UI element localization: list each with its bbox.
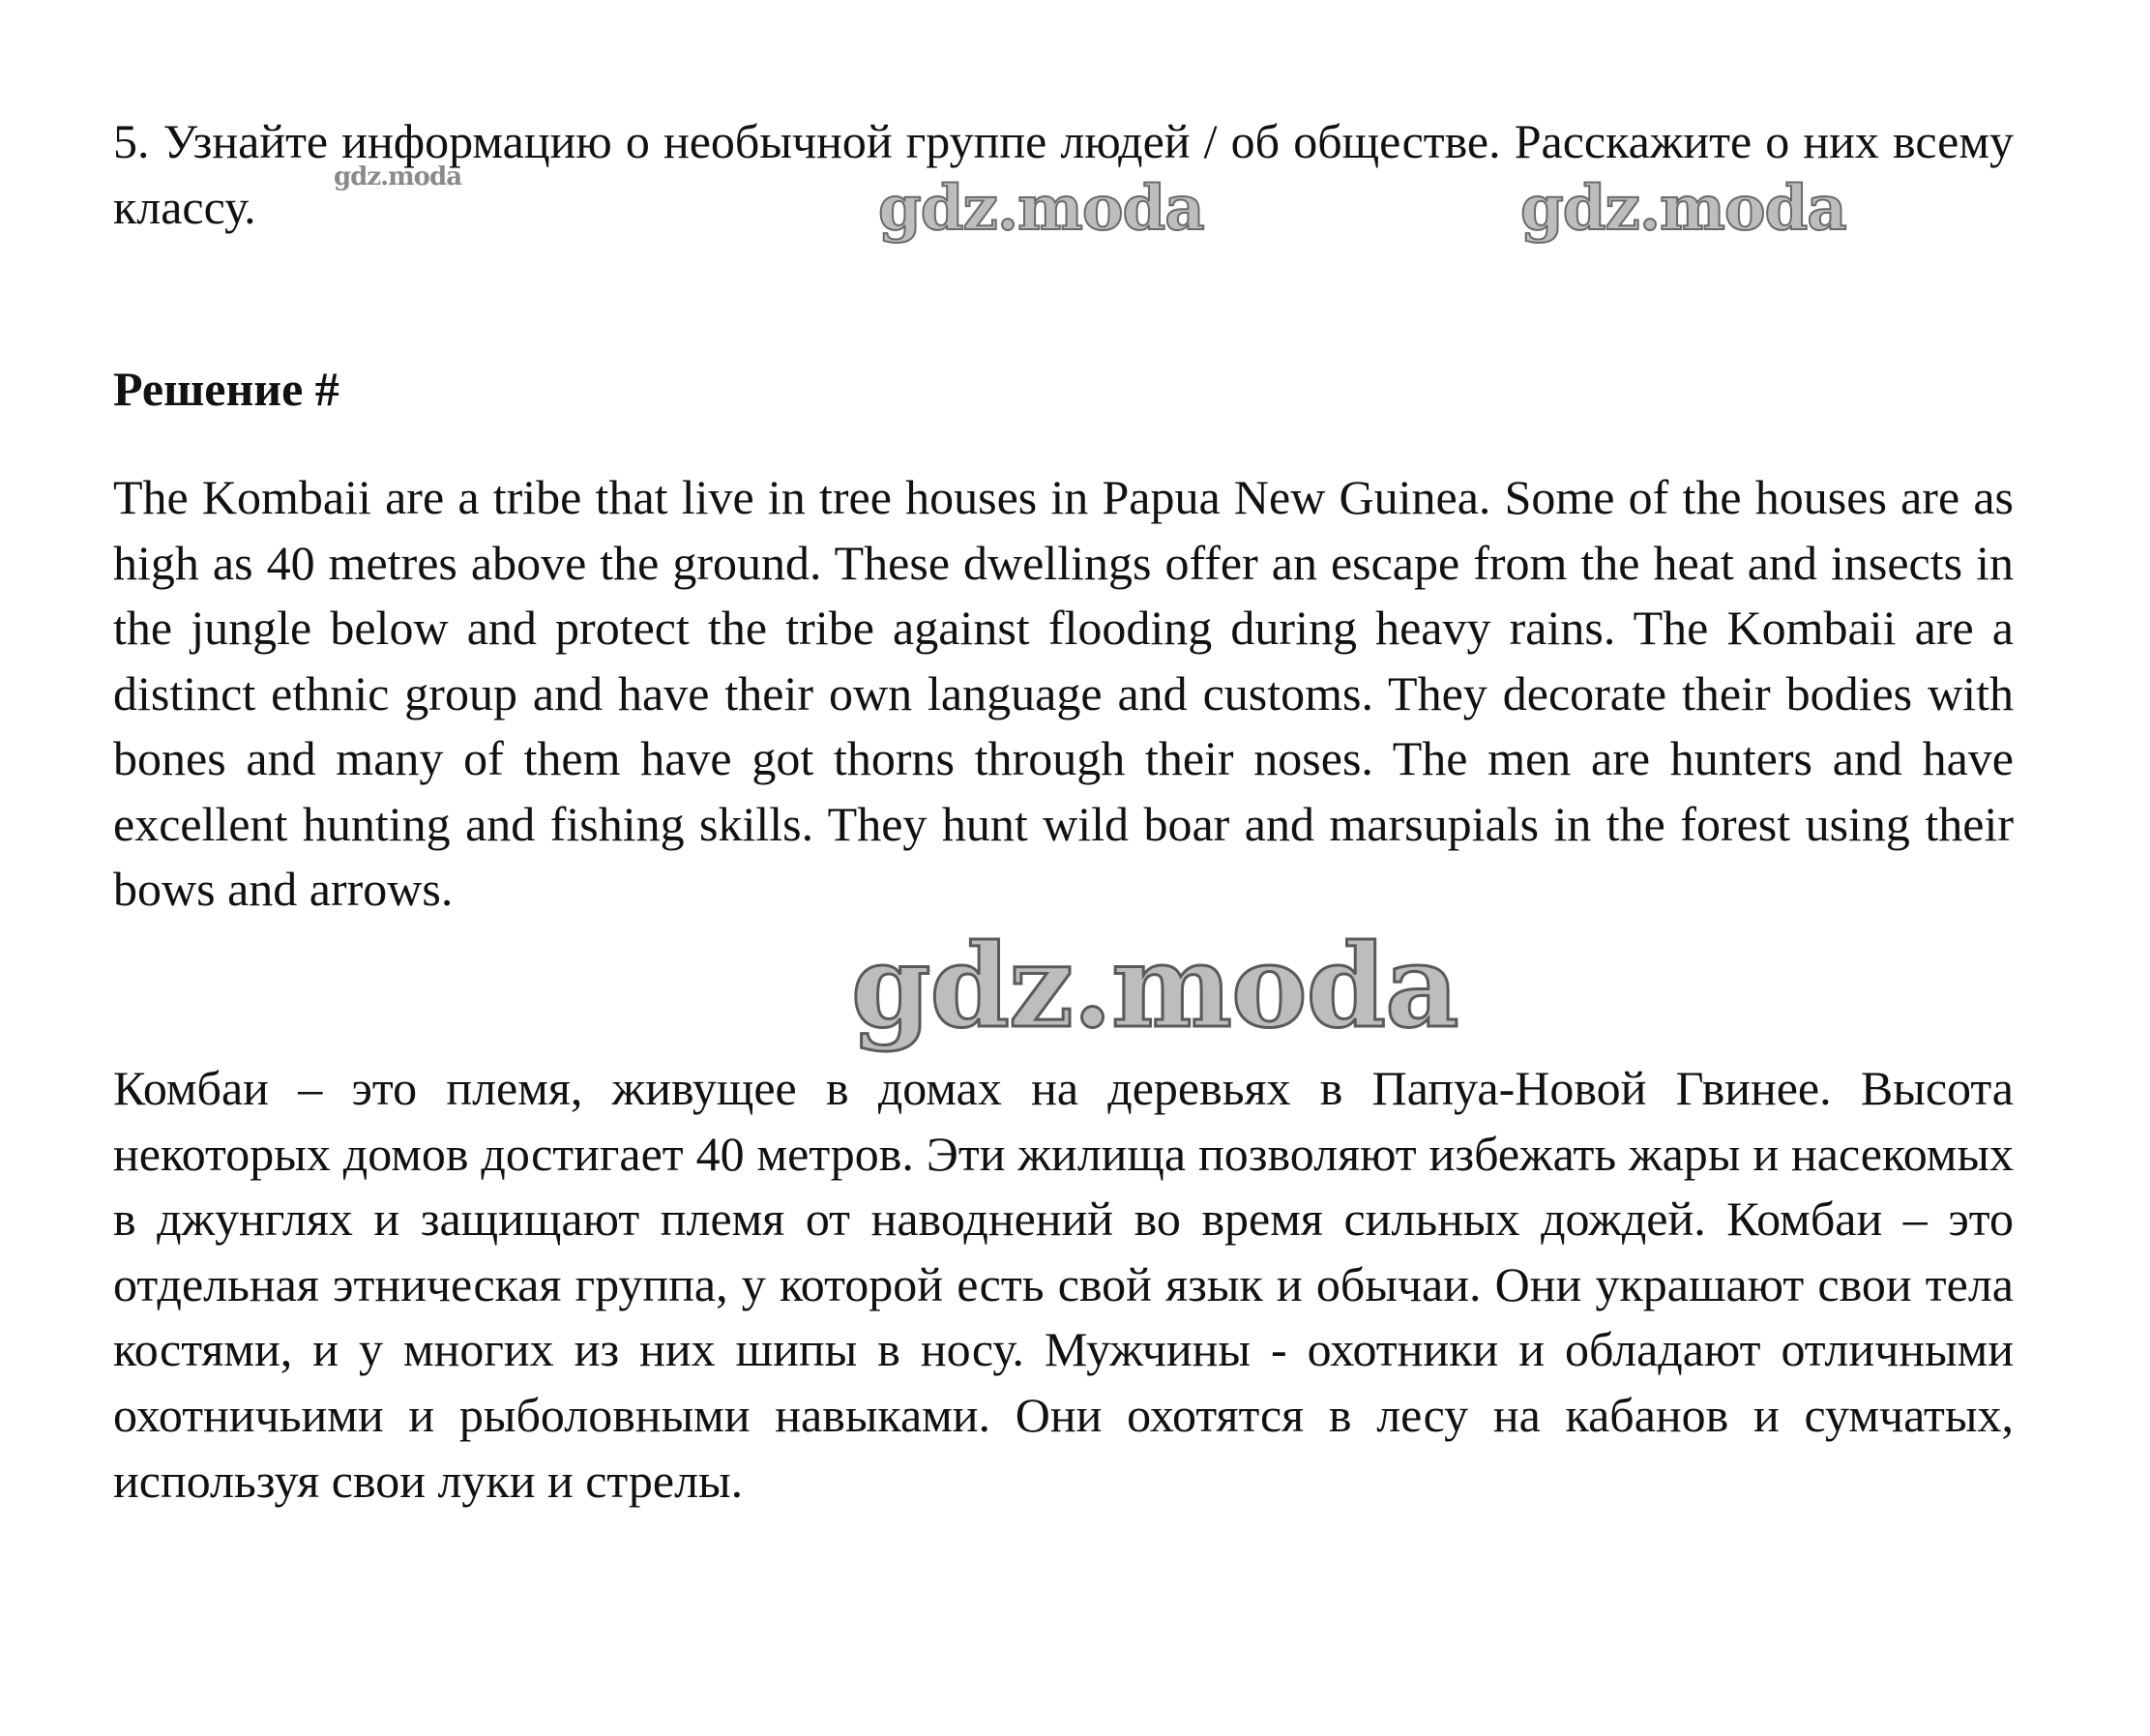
watermark-top-right: gdz.moda (1520, 172, 1846, 245)
watermark-small: gdz.moda (334, 162, 462, 191)
watermark-large: gdz.moda (851, 919, 1458, 1053)
watermark-top-center: gdz.moda (878, 172, 1204, 245)
solution-russian-paragraph: Комбаи – это племя, живущее в домах на деревьях в Папуа-Новой Гвинее. Высота некоторых домов достигает 40 метров. Эти жилища позволяют избежать жары и насекомых в джунглях и защищают племя от наводнений во время сильных дождей. Комбаи – это отдельная этническая группа, у которой есть свой язык и обычаи. Они украшают свои тела костями, и у многих из них шипы в носу. Мужчины - охотники и обладают отличными охотничьими и рыболовными навыками. Они охотятся в лесу на кабанов и сумчатых, используя свои луки и стрелы. (113, 1061, 2014, 1508)
solution-heading: Решение # (113, 362, 339, 416)
solution-english-paragraph: The Kombaii are a tribe that live in tree houses in Papua New Guinea. Some of the houses are as high as 40 metres above the ground. These dwellings offer an escape from the heat and insects in the jungle below and protect the tribe against flooding during heavy rains. The Kombaii are a distinct ethnic group and have their own language and customs. They decorate their bodies with bones and many of them have got thorns through their noses. The men are hunters and have excellent hunting and fishing skills. They hunt wild boar and marsupials in the forest using their bows and arrows. (113, 470, 2014, 916)
task-text: 5. Узнайте информацию о необычной группе людей / об обществе. Расскажите о них всему классу. (113, 114, 2014, 234)
